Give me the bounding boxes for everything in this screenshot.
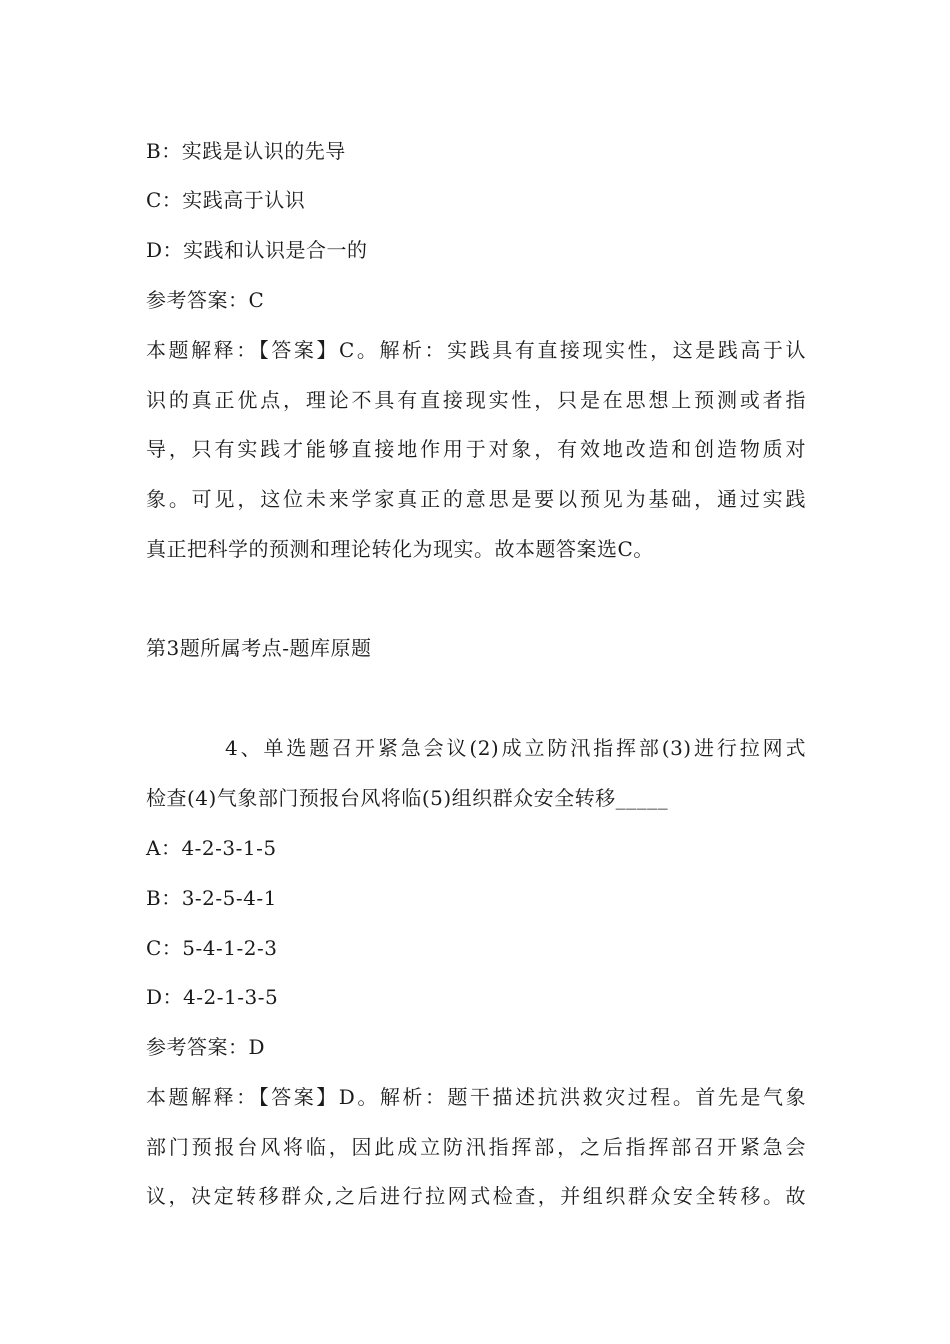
q3-explanation-line: 识的真正优点，理论不具有直接现实性，只是在思想上预测或者指 [146,388,806,412]
q4-option-d: D：4-2-1-3-5 [146,985,279,1009]
q3-option-d: D：实践和认识是合一的 [146,238,368,262]
q4-option-b: B：3-2-5-4-1 [146,886,277,910]
q3-explanation-line: 真正把科学的预测和理论转化为现实。故本题答案选C。 [146,537,654,561]
q3-explanation-line: 象。可见，这位未来学家真正的意思是要以预见为基础，通过实践 [146,487,806,511]
q3-topic: 第3题所属考点-题库原题 [146,636,372,660]
q4-option-c: C：5-4-1-2-3 [146,936,278,960]
q4-stem-line: 检查(4)气象部门预报台风将临(5)组织群众安全转移_____ [146,786,669,810]
q3-answer: 参考答案：C [146,288,265,312]
q4-option-a: A：4-2-3-1-5 [146,836,277,860]
q4-explanation-line: 部门预报台风将临，因此成立防汛指挥部，之后指挥部召开紧急会 [146,1135,806,1159]
q4-explanation-line: 本题解释：【答案】D。解析：题干描述抗洪救灾过程。首先是气象 [146,1085,806,1109]
q4-answer: 参考答案：D [146,1035,266,1059]
q3-explanation-line: 本题解释：【答案】C。解析：实践具有直接现实性，这是践高于认 [146,338,806,362]
q4-explanation-line: 议，决定转移群众,之后进行拉网式检查，并组织群众安全转移。故 [146,1184,806,1208]
q3-option-b: B：实践是认识的先导 [146,139,346,163]
q4-stem-line: 4、单选题召开紧急会议(2)成立防汛指挥部(3)进行拉网式 [225,736,806,760]
q3-option-c: C：实践高于认识 [146,188,306,212]
q3-explanation-line: 导，只有实践才能够直接地作用于对象，有效地改造和创造物质对 [146,437,806,461]
